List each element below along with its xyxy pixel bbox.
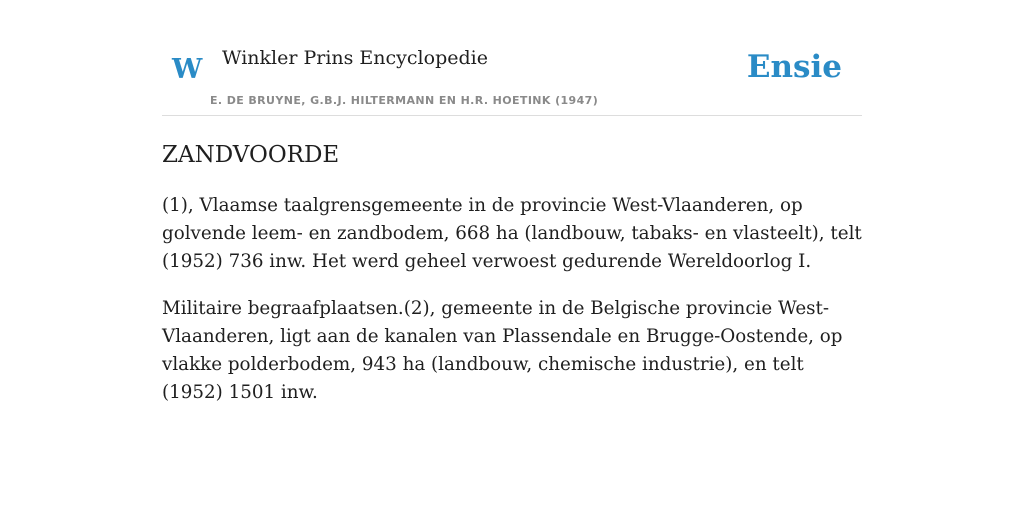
- article-paragraph-2: Militaire begraafplaatsen.(2), gemeente in de Belgische provincie West-Vlaanderen, ligt aan de kanalen van Plassendale en Brugge-Oostende, op vlakke polderbodem, 943 ha (landbouw, chemische industrie), en telt (1952) 1501 inw.: [162, 297, 843, 403]
- article-paragraph-1: (1), Vlaamse taalgrensgemeente in de provincie West-Vlaanderen, op golvende leem- en zandbodem, 668 ha (landbouw, tabaks- en vlasteelt), telt (1952) 736 inw. Het werd geheel verwoest gedurende Wereldoorlog I.: [162, 194, 862, 272]
- article-title: ZANDVOORDE: [162, 142, 340, 168]
- ensie-brand-logo[interactable]: Ensie: [746, 49, 842, 85]
- authors-line: E. DE BRUYNE, G.B.J. HILTERMANN EN H.R. HOETINK (1947): [210, 94, 599, 107]
- encyclopedia-header: [162, 44, 862, 116]
- winkler-prins-logo[interactable]: W: [172, 54, 203, 85]
- publication-title[interactable]: Winkler Prins Encyclopedie: [222, 47, 488, 69]
- page: [162, 0, 862, 407]
